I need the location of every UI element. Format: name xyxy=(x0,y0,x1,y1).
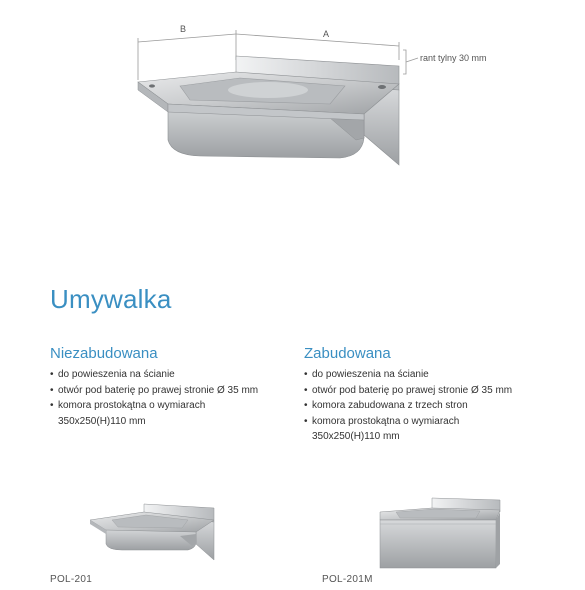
variant-features-freestanding xyxy=(50,367,265,429)
sink-dimension-drawing xyxy=(0,0,585,200)
page-title: Umywalka xyxy=(50,284,172,314)
model-code-pol-201: POL-201 xyxy=(50,574,93,585)
feature-item: • komora prostokątna o wymiarach 350x250(H)110 mm xyxy=(304,414,519,445)
feature-item: • otwór pod baterię po prawej stronie Ø 35 mm xyxy=(304,383,519,399)
feature-item: • do powieszenia na ścianie xyxy=(304,367,519,383)
rim-note-label: rant tylny 30 mm xyxy=(420,53,487,63)
feature-item: • komora zabudowana z trzech stron xyxy=(304,398,519,414)
sink-illustration-large xyxy=(138,56,399,165)
feature-item: • do powieszenia na ścianie xyxy=(50,367,265,383)
product-image-pol-201 xyxy=(88,498,218,568)
model-code-pol-201m: POL-201M xyxy=(322,574,373,585)
variant-title-freestanding: Niezabudowana xyxy=(50,345,158,362)
feature-item: • otwór pod baterię po prawej stronie Ø 35 mm xyxy=(50,383,265,399)
dimension-b-label: B xyxy=(180,24,187,34)
variant-title-enclosed: Zabudowana xyxy=(304,345,391,362)
feature-item: • komora prostokątna o wymiarach 350x250(H)110 mm xyxy=(50,398,265,429)
dimension-a-label: A xyxy=(323,29,330,39)
product-image-pol-201m xyxy=(376,492,506,572)
variant-features-enclosed xyxy=(304,367,519,445)
